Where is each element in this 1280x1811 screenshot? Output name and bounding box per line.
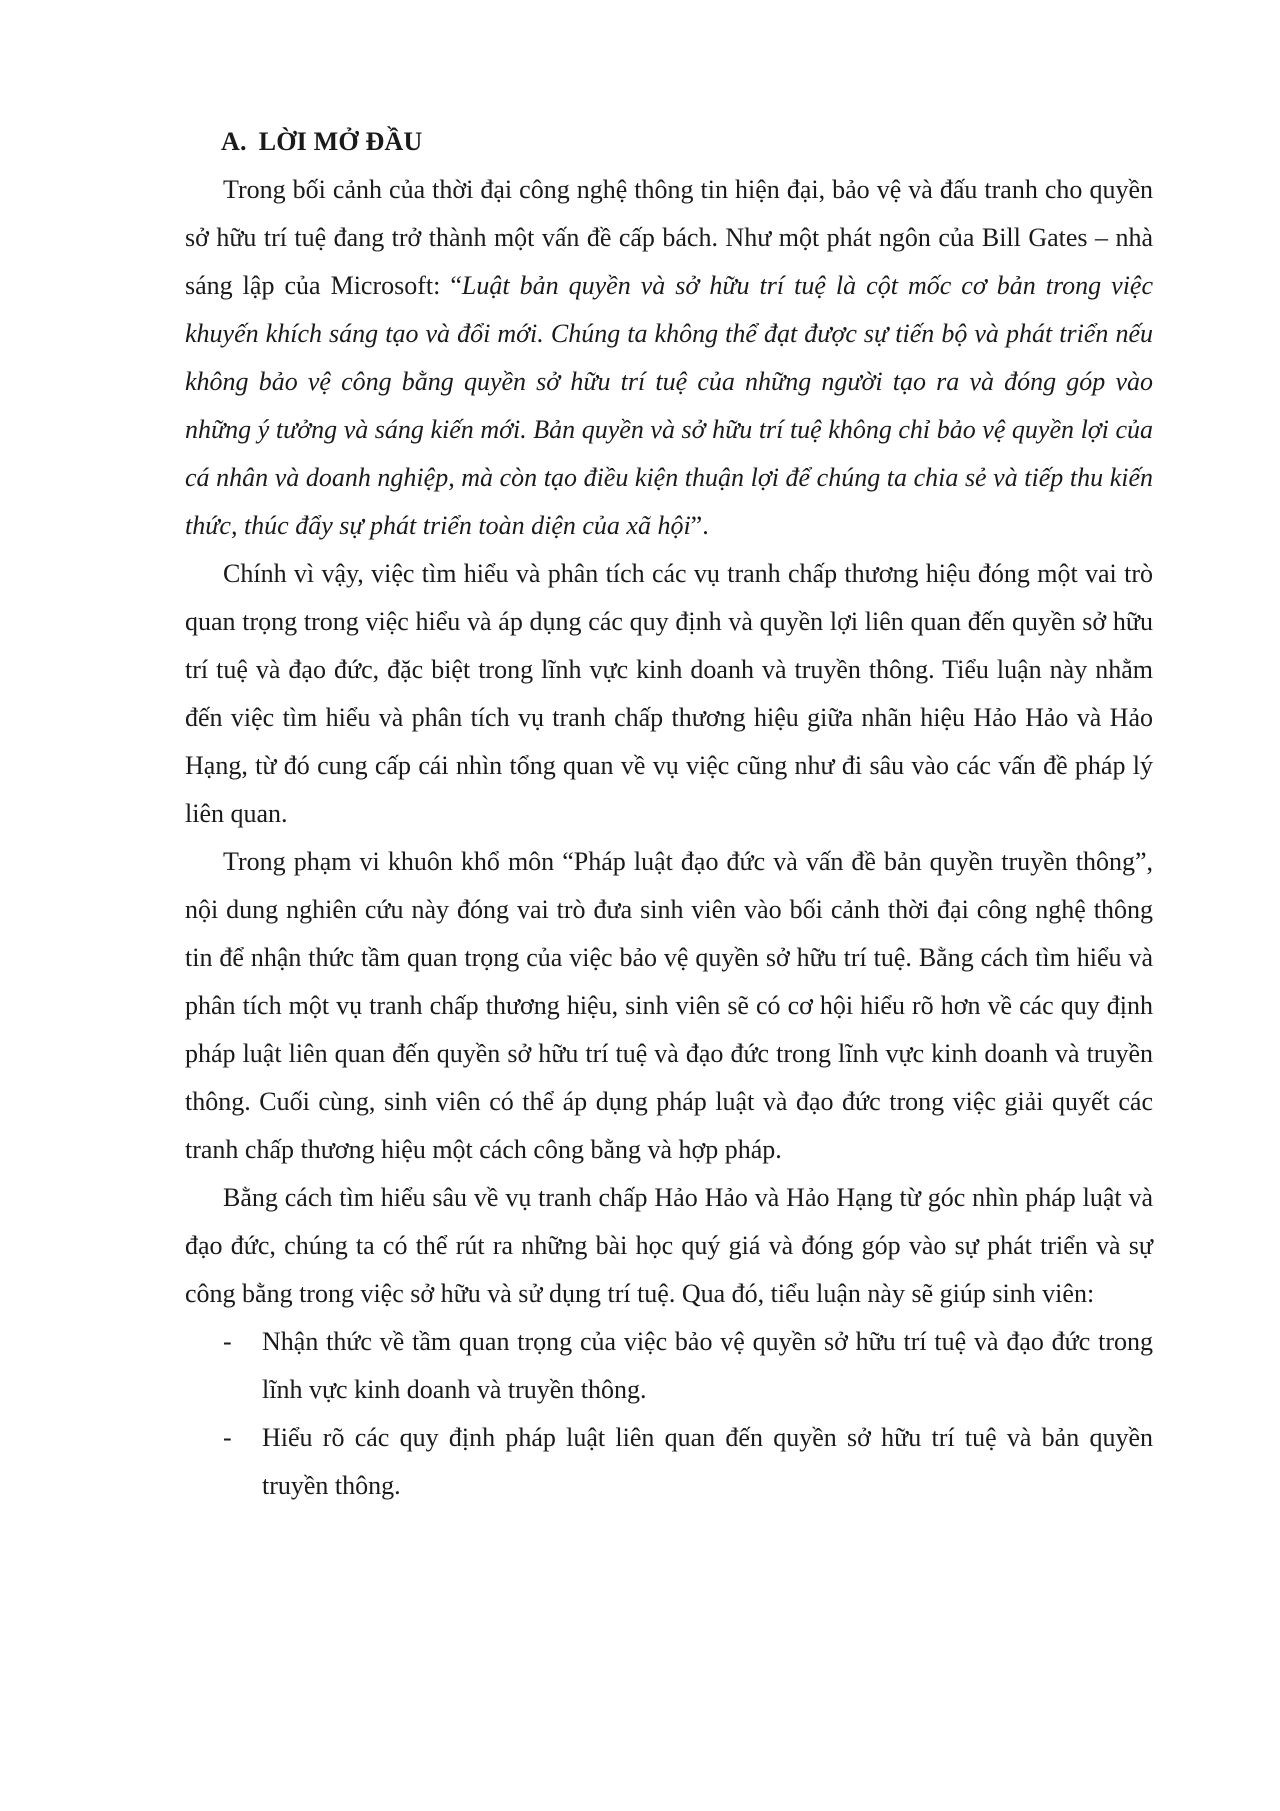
paragraph-intro bbox=[185, 166, 1153, 550]
section-number: A. bbox=[221, 127, 247, 156]
intro-tail-text: ”. bbox=[690, 511, 709, 540]
intro-lead-text: Trong bối cảnh của thời đại công nghệ thông tin hiện đại, bảo vệ và đấu tranh cho quyền sở hữu trí tuệ đang trở thành một vấn đề cấp bách. Như một phát ngôn của Bill Gates – nhà sáng lập của Microsoft: “ bbox=[185, 175, 1153, 300]
list-item bbox=[185, 1414, 1153, 1510]
document-body bbox=[185, 118, 1153, 1510]
section-title: LỜI MỞ ĐẦU bbox=[258, 127, 423, 156]
list-dash: - bbox=[223, 1327, 232, 1356]
bill-gates-quote: Luật bản quyền và sở hữu trí tuệ là cột mốc cơ bản trong việc khuyến khích sáng tạo và đổi mới. Chúng ta không thể đạt được sự tiến bộ và phát triển nếu không bảo vệ công bằng quyền sở hữu trí tuệ của những người tạo ra và đóng góp vào những ý tưởng và sáng kiến mới. Bản quyền và sở hữu trí tuệ không chỉ bảo vệ quyền lợi của cá nhân và doanh nghiệp, mà còn tạo điều kiện thuận lợi để chúng ta chia sẻ và tiếp thu kiến thức, thúc đẩy sự phát triển toàn diện của xã hội bbox=[185, 271, 1153, 540]
paragraph-scope: Trong phạm vi khuôn khổ môn “Pháp luật đạo đức và vấn đề bản quyền truyền thông”, nội dung nghiên cứu này đóng vai trò đưa sinh viên vào bối cảnh thời đại công nghệ thông tin để nhận thức tầm quan trọng của việc bảo vệ quyền sở hữu trí tuệ. Bằng cách tìm hiểu và phân tích một vụ tranh chấp thương hiệu, sinh viên sẽ có cơ hội hiểu rõ hơn về các quy định pháp luật liên quan đến quyền sở hữu trí tuệ và đạo đức trong lĩnh vực kinh doanh và truyền thông. Cuối cùng, sinh viên có thể áp dụng pháp luật và đạo đức trong việc giải quyết các tranh chấp thương hiệu một cách công bằng và hợp pháp. bbox=[185, 847, 1153, 1164]
list-dash: - bbox=[223, 1423, 232, 1452]
paragraph-purpose: Chính vì vậy, việc tìm hiểu và phân tích các vụ tranh chấp thương hiệu đóng một vai trò quan trọng trong việc hiểu và áp dụng các quy định và quyền lợi liên quan đến quyền sở hữu trí tuệ và đạo đức, đặc biệt trong lĩnh vực kinh doanh và truyền thông. Tiểu luận này nhằm đến việc tìm hiểu và phân tích vụ tranh chấp thương hiệu giữa nhãn hiệu Hảo Hảo và Hảo Hạng, từ đó cung cấp cái nhìn tổng quan về vụ việc cũng như đi sâu vào các vấn đề pháp lý liên quan. bbox=[185, 559, 1153, 828]
list-item-text: Hiểu rõ các quy định pháp luật liên quan đến quyền sở hữu trí tuệ và bản quyền truyền thông. bbox=[262, 1423, 1153, 1500]
list-item bbox=[185, 1318, 1153, 1414]
list-item-text: Nhận thức về tầm quan trọng của việc bảo vệ quyền sở hữu trí tuệ và đạo đức trong lĩnh vực kinh doanh và truyền thông. bbox=[262, 1327, 1153, 1404]
section-heading bbox=[185, 118, 1153, 166]
paragraph-outcomes: Bằng cách tìm hiểu sâu về vụ tranh chấp Hảo Hảo và Hảo Hạng từ góc nhìn pháp luật và đạo đức, chúng ta có thể rút ra những bài học quý giá và đóng góp vào sự phát triển và sự công bằng trong việc sở hữu và sử dụng trí tuệ. Qua đó, tiểu luận này sẽ giúp sinh viên: bbox=[185, 1183, 1153, 1308]
outcome-list bbox=[185, 1318, 1153, 1510]
